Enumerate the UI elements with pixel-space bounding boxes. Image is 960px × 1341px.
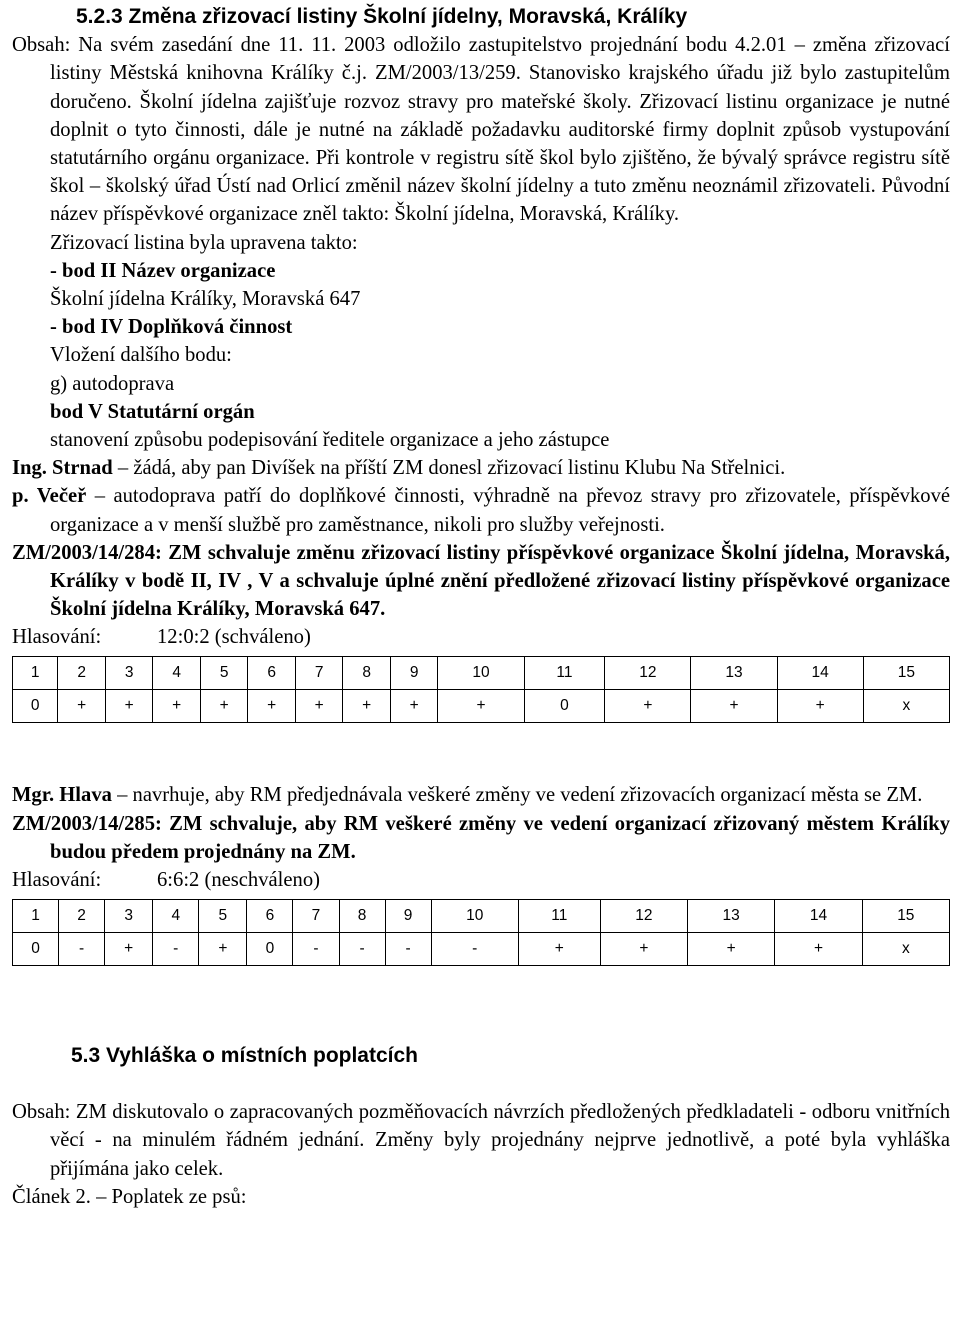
vote-number-cell: 1 xyxy=(13,657,58,690)
speaker-name: Ing. Strnad xyxy=(12,457,113,480)
vote-mark-cell: - xyxy=(153,933,199,966)
vote-number-cell: 8 xyxy=(339,900,385,933)
vote-mark-cell: + xyxy=(153,690,201,723)
modification-intro: Zřizovací listina byla upravena takto: xyxy=(50,231,358,254)
vote-number-cell: 15 xyxy=(862,900,949,933)
vote-number-cell: 4 xyxy=(153,900,199,933)
vote-number-cell: 5 xyxy=(199,900,247,933)
vote-mark-cell: + xyxy=(105,690,153,723)
vote-mark-cell: 0 xyxy=(524,690,605,723)
section-heading-5-3: 5.3 Vyhláška o místních poplatcích xyxy=(71,1044,419,1068)
resolution-284: ZM/2003/14/284: ZM schvaluje změnu zřizovací listiny příspěvkové organizace Školní jídelna, Moravská, Králíky v bodě II, IV , V a schvaluje úplné znění předložené zřizovací listiny příspěvkové organizace Školní jídelna Králíky, Moravská 647. xyxy=(12,541,950,621)
vote-table-285 xyxy=(12,899,950,966)
item-iv-value: g) autodoprava xyxy=(50,372,175,395)
vote-number-cell: 3 xyxy=(105,657,153,690)
vote-result: 12:0:2 (schváleno) xyxy=(157,626,311,649)
vote-mark-cell: - xyxy=(385,933,431,966)
vote-number-cell: 13 xyxy=(691,657,777,690)
vote-number-cell: 8 xyxy=(343,657,391,690)
vote-mark-cell: + xyxy=(777,690,863,723)
vote-marks-row xyxy=(13,690,950,723)
vote-number-cell: 11 xyxy=(518,900,600,933)
vote-mark-cell: + xyxy=(605,690,691,723)
vote-number-cell: 12 xyxy=(605,657,691,690)
vote-mark-cell: + xyxy=(438,690,524,723)
vote-number-cell: 15 xyxy=(863,657,949,690)
vote-number-cell: 2 xyxy=(58,657,106,690)
item-ii-value: Školní jídelna Králíky, Moravská 647 xyxy=(50,288,361,311)
speaker-hlava-paragraph xyxy=(12,781,950,809)
speaker-text: – navrhuje, aby RM předjednávala veškeré změny ve vedení zřizovacích organizací města se ZM. xyxy=(111,784,923,807)
speaker-text: – žádá, aby pan Divíšek na příští ZM donesl zřizovací listinu Klubu Na Střelnici. xyxy=(112,457,786,480)
section-heading-5-2-3: 5.2.3 Změna zřizovací listiny Školní jídelny, Moravská, Králíky xyxy=(76,5,688,28)
vote-number-cell: 3 xyxy=(105,900,153,933)
vote-number-cell: 10 xyxy=(431,900,518,933)
vote-number-cell: 9 xyxy=(390,657,438,690)
vote-number-cell: 6 xyxy=(247,900,293,933)
vote-mark-cell: x xyxy=(863,690,949,723)
document-page xyxy=(12,0,950,1211)
vote-summary xyxy=(12,866,950,894)
item-v-value: stanovení způsobu podepisování ředitele organizace a jeho zástupce xyxy=(50,429,610,452)
vote-number-cell: 2 xyxy=(59,900,105,933)
vote-mark-cell: 0 xyxy=(13,933,59,966)
speaker-strnad-paragraph xyxy=(12,454,950,482)
vote-number-cell: 12 xyxy=(600,900,687,933)
vote-mark-cell: + xyxy=(199,933,247,966)
vote-result: 6:6:2 (neschváleno) xyxy=(157,869,320,892)
vote-number-cell: 1 xyxy=(13,900,59,933)
vote-mark-cell: - xyxy=(293,933,339,966)
vote-table-284 xyxy=(12,656,950,723)
vote-numbers-row xyxy=(13,900,950,933)
vote-number-cell: 6 xyxy=(248,657,296,690)
vote-number-cell: 9 xyxy=(385,900,431,933)
vote-number-cell: 13 xyxy=(688,900,775,933)
vote-number-cell: 14 xyxy=(777,657,863,690)
vote-mark-cell: + xyxy=(688,933,775,966)
speaker-name: Mgr. Hlava xyxy=(12,784,112,807)
vote-mark-cell: + xyxy=(58,690,106,723)
article-heading: Článek 2. – Poplatek ze psů: xyxy=(12,1185,247,1208)
vote-numbers-row xyxy=(13,657,950,690)
vote-number-cell: 5 xyxy=(200,657,248,690)
vote-mark-cell: + xyxy=(295,690,343,723)
vote-number-cell: 7 xyxy=(293,900,339,933)
vote-mark-cell: - xyxy=(339,933,385,966)
vote-mark-cell: + xyxy=(105,933,153,966)
vote-mark-cell: x xyxy=(862,933,949,966)
resolution-285: ZM/2003/14/285: ZM schvaluje, aby RM veškeré změny ve vedení organizací zřizovaný městem Králíky budou předem projednány na ZM. xyxy=(12,812,950,863)
vote-mark-cell: 0 xyxy=(247,933,293,966)
speaker-name: p. Večeř xyxy=(12,485,87,508)
vote-mark-cell: + xyxy=(775,933,862,966)
vote-number-cell: 4 xyxy=(153,657,201,690)
vote-summary xyxy=(12,623,950,651)
item-v-heading: bod V Statutární orgán xyxy=(50,400,255,423)
vote-mark-cell: 0 xyxy=(13,690,58,723)
vote-mark-cell: + xyxy=(691,690,777,723)
vote-mark-cell: - xyxy=(59,933,105,966)
speaker-vecer-paragraph xyxy=(12,482,950,538)
vote-mark-cell: + xyxy=(200,690,248,723)
vote-number-cell: 7 xyxy=(295,657,343,690)
section-content-paragraph: Obsah: ZM diskutovalo o zapracovaných pozměňovacích návrzích předložených předkladateli - odboru vnitřních věcí - na minulém řádném jednání. Změny byly projednány nejprve jednotlivě, a poté byla vyhláška přijímána jako celek. xyxy=(12,1101,950,1180)
vote-number-cell: 11 xyxy=(524,657,605,690)
vote-number-cell: 14 xyxy=(775,900,862,933)
item-iv-heading: - bod IV Doplňková činnost xyxy=(50,316,293,339)
vote-mark-cell: - xyxy=(431,933,518,966)
vote-mark-cell: + xyxy=(390,690,438,723)
vote-mark-cell: + xyxy=(518,933,600,966)
item-ii-heading: - bod II Název organizace xyxy=(50,259,276,282)
vote-label: Hlasování: xyxy=(12,626,102,649)
vote-marks-row xyxy=(13,933,950,966)
vote-mark-cell: + xyxy=(248,690,296,723)
vote-mark-cell: + xyxy=(343,690,391,723)
vote-number-cell: 10 xyxy=(438,657,524,690)
item-iv-note: Vložení dalšího bodu: xyxy=(50,344,232,367)
speaker-text: – autodoprava patří do doplňkové činnosti, výhradně na převoz stravy pro zřizovatele, příspěvkové organizace a v menší službě pro zaměstnance, nikoli pro služby veřejnosti. xyxy=(50,485,951,536)
section-content-paragraph: Obsah: Na svém zasedání dne 11. 11. 2003 odložilo zastupitelstvo projednání bodu 4.2.01 – změna zřizovací listiny Městská knihovna Králíky č.j. ZM/2003/13/259. Stanovisko krajského úřadu již bylo zastupitelům doručeno. Školní jídelna zajišťuje rozvoz stravy pro mateřské školy. Zřizovací listinu organizace je nutné doplnit o tyto činnosti, dále je nutné na základě požadavku auditorské firmy doplnit způsob vystupování statutárního orgánu organizace. Při kontrole v registru sítě škol bylo zjištěno, že bývalý správce registru sítě škol – školský úřad Ústí nad Orlicí změnil název školní jídelny a tuto změnu neoznámil zřizovateli. Původní název příspěvkové organizace zněl takto: Školní jídelna, Moravská, Králíky. xyxy=(12,34,950,226)
vote-mark-cell: + xyxy=(600,933,687,966)
vote-label: Hlasování: xyxy=(12,869,102,892)
